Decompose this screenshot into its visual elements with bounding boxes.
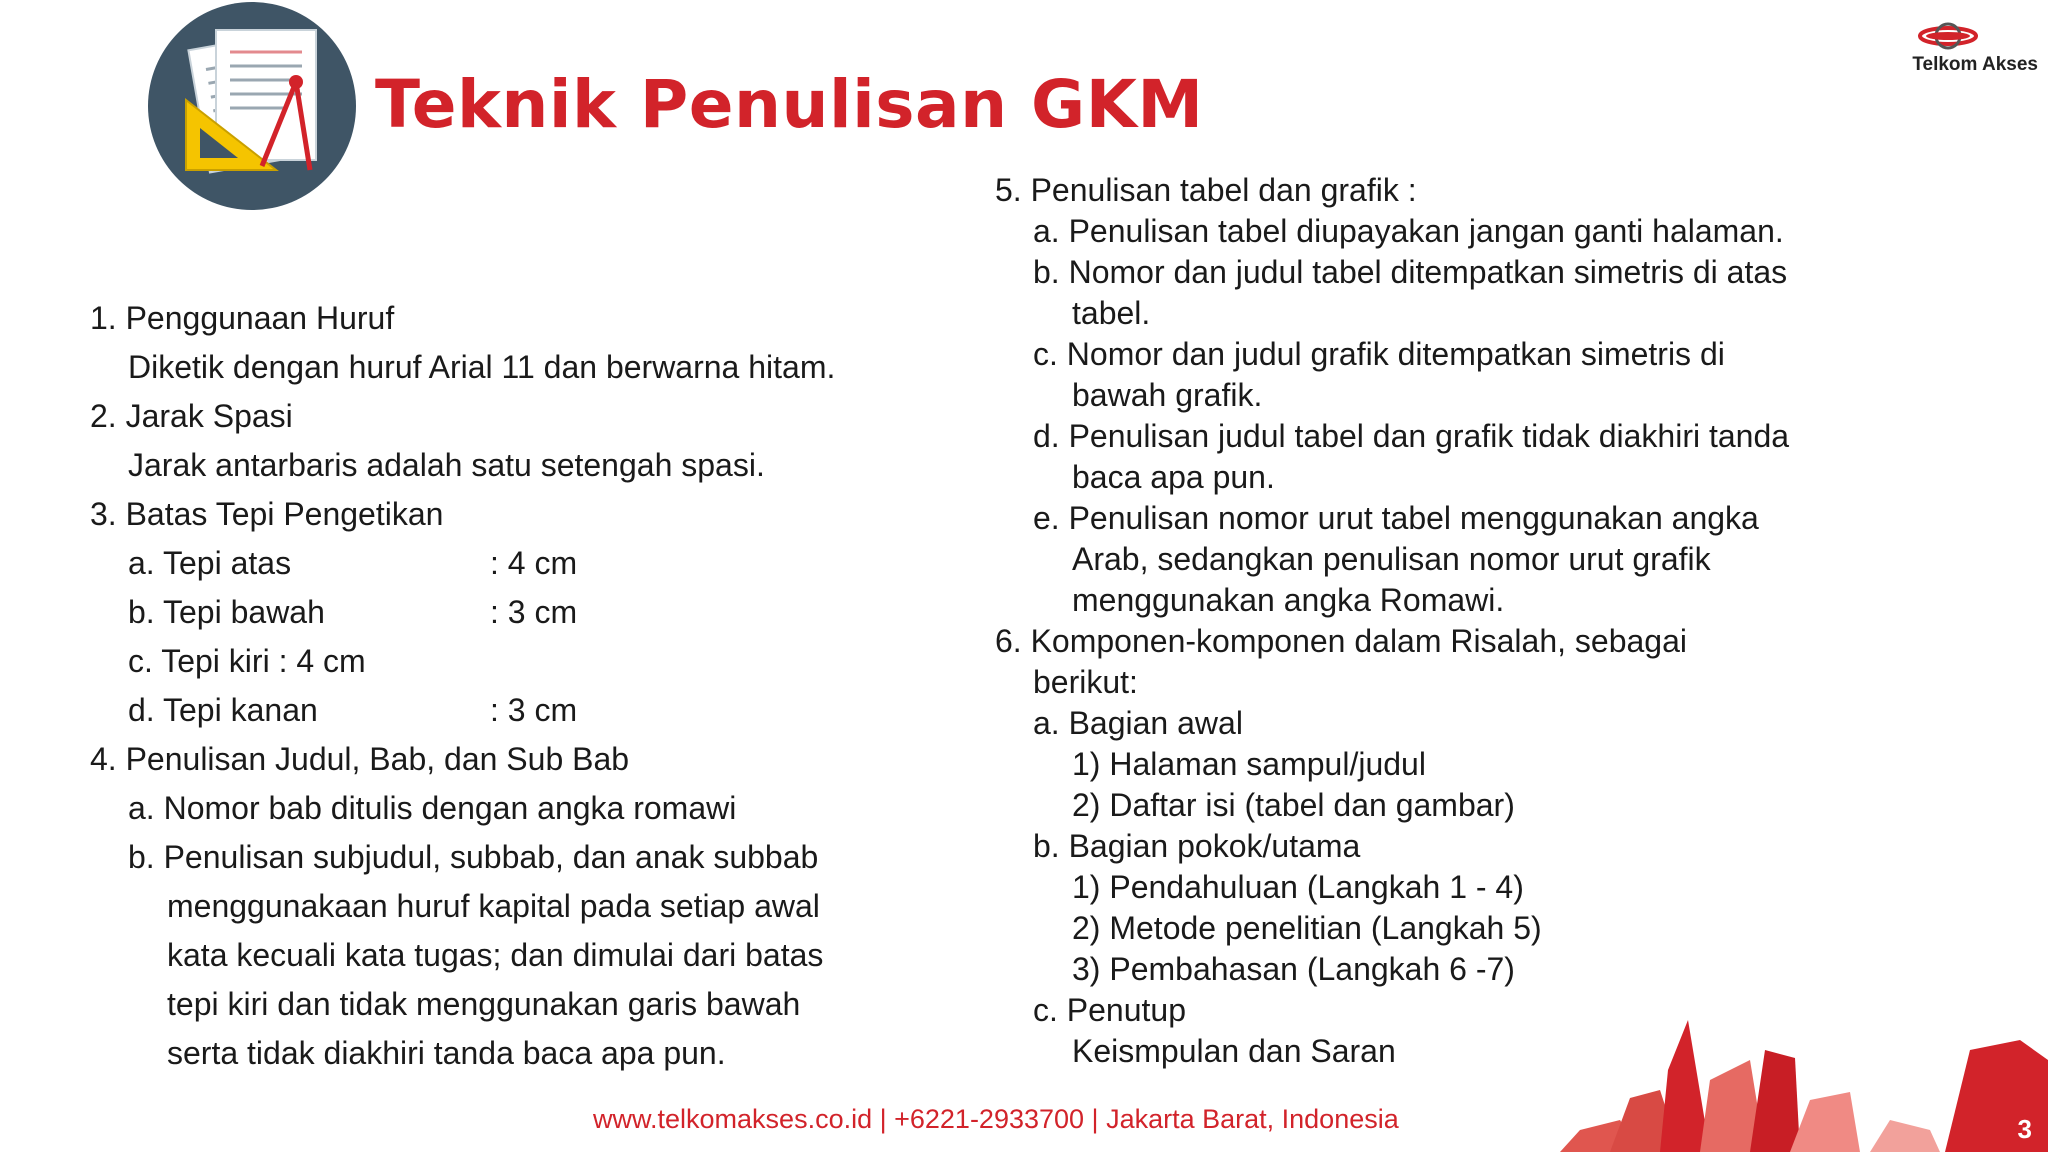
right-list-text: a. Penulisan tabel diupayakan jangan ganti halaman. (1033, 213, 1784, 249)
left-content-list (90, 294, 835, 1078)
right-list-text: b. Nomor dan judul tabel ditempatkan simetris di atas (1033, 254, 1788, 290)
right-list-text: d. Penulisan judul tabel dan grafik tidak diakhiri tanda (1033, 418, 1790, 454)
left-list-text: a. Nomor bab ditulis dengan angka romawi (128, 790, 737, 826)
left-list-item (90, 392, 835, 441)
right-list-text: baca apa pun. (1072, 459, 1275, 495)
right-list-item (995, 908, 1789, 949)
right-content-list (995, 170, 1789, 1072)
right-list-item (995, 170, 1789, 211)
left-list-text: serta tidak diakhiri tanda baca apa pun. (167, 1035, 726, 1071)
right-list-text: 5. Penulisan tabel dan grafik : (995, 172, 1417, 208)
right-list-text: 1) Halaman sampul/judul (1072, 746, 1426, 782)
right-list-item (995, 211, 1789, 252)
right-list-item (995, 580, 1789, 621)
right-list-item (995, 252, 1789, 293)
right-list-text: c. Penutup (1033, 992, 1186, 1028)
right-list-item (995, 621, 1789, 662)
left-list-text: 4. Penulisan Judul, Bab, dan Sub Bab (90, 741, 630, 777)
left-list-text: 3. Batas Tepi Pengetikan (90, 496, 444, 532)
right-list-text: a. Bagian awal (1033, 705, 1243, 741)
left-list-value: : 3 cm (490, 692, 578, 728)
left-list-item (90, 735, 835, 784)
left-list-text: a. Tepi atas (128, 545, 292, 581)
right-list-text: b. Bagian pokok/utama (1033, 828, 1361, 864)
left-list-item (90, 637, 835, 686)
city-skyline-decoration (1550, 1020, 2048, 1152)
left-list-text: Diketik dengan huruf Arial 11 dan berwarna hitam. (128, 349, 836, 385)
right-list-item (995, 703, 1789, 744)
right-list-item (995, 334, 1789, 375)
right-list-item (995, 293, 1789, 334)
right-list-item (995, 416, 1789, 457)
right-list-item (995, 949, 1789, 990)
left-list-text: 2. Jarak Spasi (90, 398, 293, 434)
left-list-text: b. Penulisan subjudul, subbab, dan anak subbab (128, 839, 819, 875)
left-list-value: : 3 cm (490, 594, 578, 630)
right-list-text: Keismpulan dan Saran (1072, 1033, 1396, 1069)
document-ruler-icon (146, 0, 358, 212)
left-list-item (90, 980, 835, 1029)
right-list-item (995, 826, 1789, 867)
right-list-text: menggunakan angka Romawi. (1072, 582, 1505, 618)
right-list-text: 2) Daftar isi (tabel dan gambar) (1072, 787, 1515, 823)
right-list-text: 1) Pendahuluan (Langkah 1 - 4) (1072, 869, 1524, 905)
right-list-item (995, 785, 1789, 826)
right-list-text: berikut: (1033, 664, 1138, 700)
left-list-item (90, 490, 835, 539)
page-number: 3 (2017, 1114, 2032, 1144)
left-list-text: c. Tepi kiri : 4 cm (128, 643, 366, 679)
right-list-item (995, 539, 1789, 580)
page-title: Teknik Penulisan GKM (375, 66, 1204, 143)
logo-text: Telkom Akses (1912, 54, 2038, 75)
right-list-text: bawah grafik. (1072, 377, 1263, 413)
left-list-item (90, 931, 835, 980)
right-list-item (995, 662, 1789, 703)
left-list-text: 1. Penggunaan Huruf (90, 300, 395, 336)
left-list-item (90, 882, 835, 931)
right-list-text: 6. Komponen-komponen dalam Risalah, sebagai (995, 623, 1687, 659)
right-list-item (995, 744, 1789, 785)
left-list-item (90, 784, 835, 833)
right-list-item (995, 457, 1789, 498)
left-list-item (90, 539, 835, 588)
left-list-item (90, 343, 835, 392)
left-list-text: d. Tepi kanan (128, 692, 318, 728)
left-list-text: Jarak antarbaris adalah satu setengah spasi. (128, 447, 765, 483)
left-list-text: kata kecuali kata tugas; dan dimulai dari batas (167, 937, 824, 973)
left-list-item (90, 294, 835, 343)
left-list-value: : 4 cm (490, 545, 578, 581)
right-list-text: 2) Metode penelitian (Langkah 5) (1072, 910, 1542, 946)
right-list-item (995, 498, 1789, 539)
right-list-item (995, 375, 1789, 416)
left-list-item (90, 686, 835, 735)
left-list-text: b. Tepi bawah (128, 594, 325, 630)
right-list-text: Arab, sedangkan penulisan nomor urut grafik (1072, 541, 1711, 577)
right-list-item (995, 867, 1789, 908)
footer-contact: www.telkomakses.co.id | +6221-2933700 | Jakarta Barat, Indonesia (593, 1104, 1399, 1134)
left-list-item (90, 1029, 835, 1078)
telkom-akses-logo (1918, 16, 1978, 56)
right-list-text: e. Penulisan nomor urut tabel menggunakan angka (1033, 500, 1759, 536)
right-list-text: c. Nomor dan judul grafik ditempatkan simetris di (1033, 336, 1725, 372)
left-list-text: tepi kiri dan tidak menggunakan garis bawah (167, 986, 801, 1022)
left-list-text: menggunakaan huruf kapital pada setiap awal (167, 888, 820, 924)
left-list-item (90, 441, 835, 490)
left-list-item (90, 588, 835, 637)
left-list-item (90, 833, 835, 882)
right-list-text: tabel. (1072, 295, 1151, 331)
right-list-text: 3) Pembahasan (Langkah 6 -7) (1072, 951, 1515, 987)
